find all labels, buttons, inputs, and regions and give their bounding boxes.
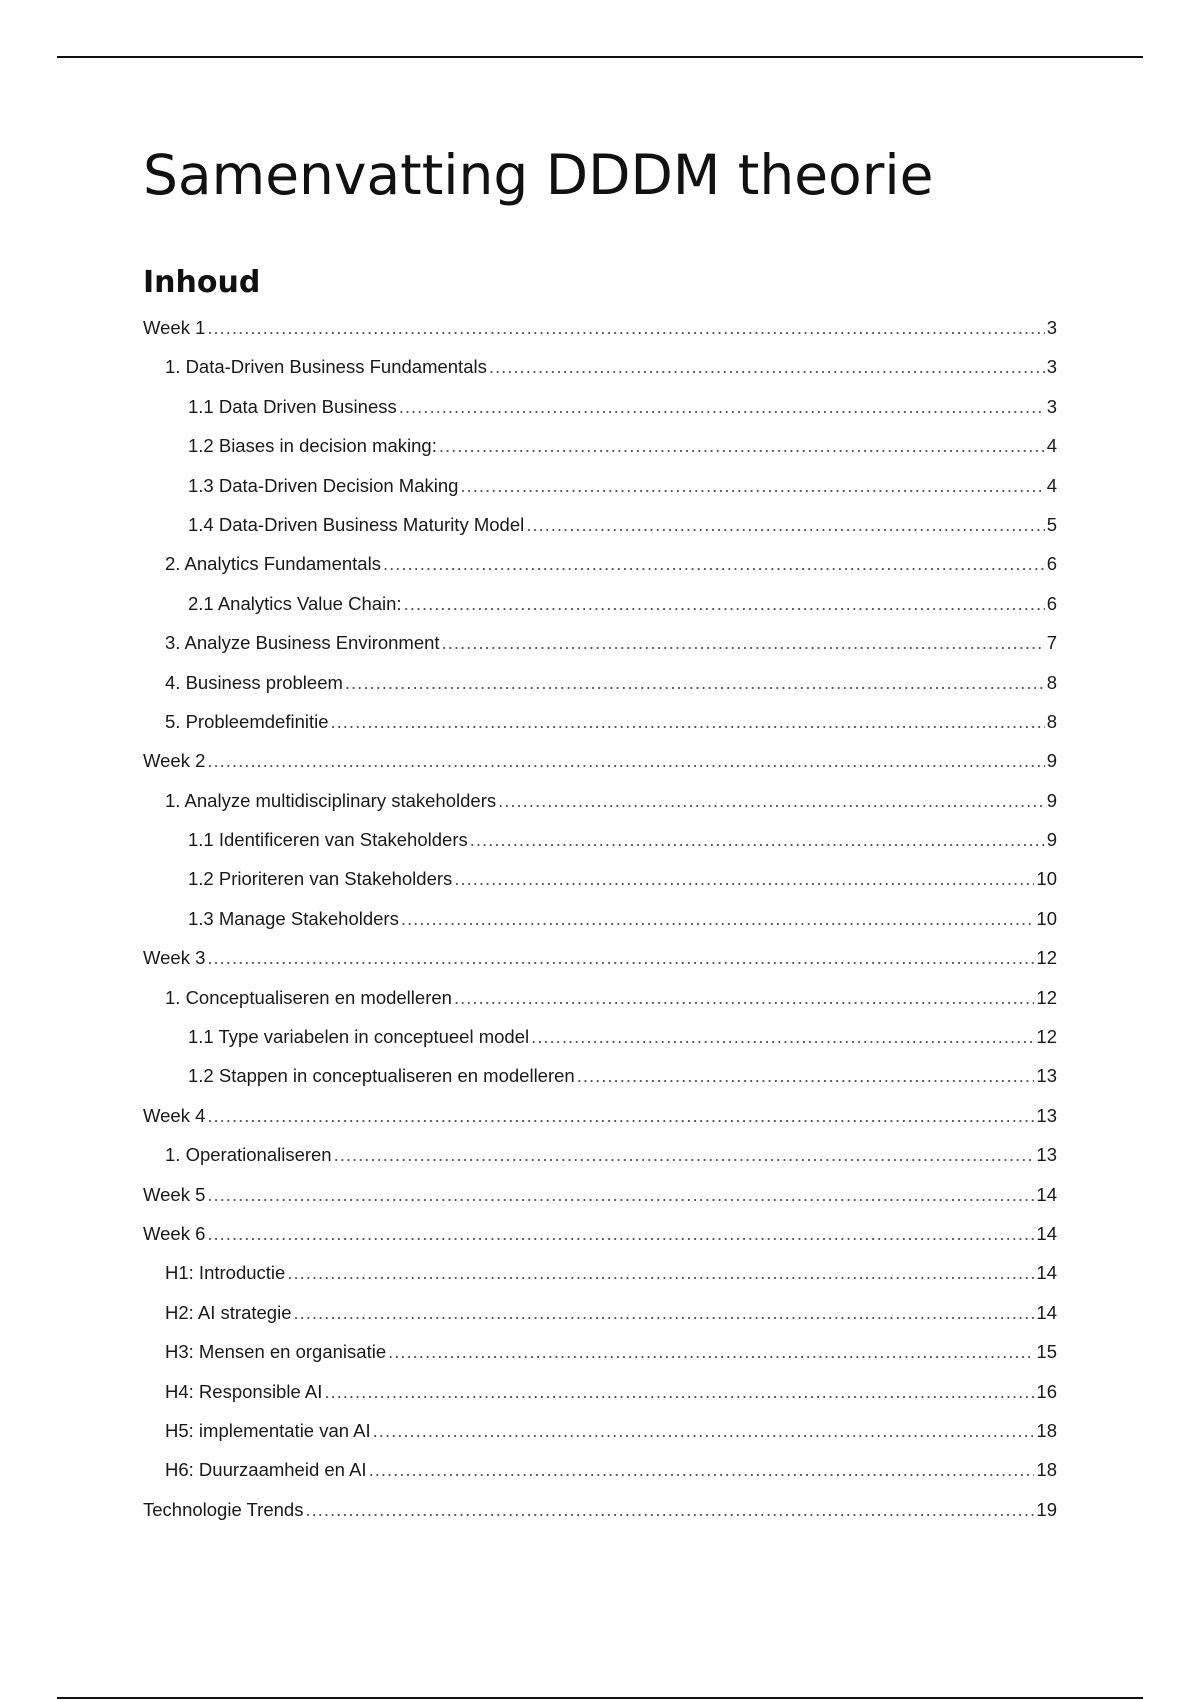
toc-entry-text[interactable]: Technologie Trends <box>143 1498 304 1520</box>
toc-dot-leader <box>470 820 1045 859</box>
toc-entry-page-number[interactable]: 12 <box>1036 986 1057 1008</box>
toc-entry-text[interactable]: 1. Operationaliseren <box>165 1144 332 1166</box>
toc-entry[interactable] <box>143 1253 1057 1292</box>
toc-entry-text[interactable]: 1. Data-Driven Business Fundamentals <box>165 356 487 378</box>
toc-dot-leader <box>207 1096 1034 1135</box>
toc-entry-text[interactable]: 2. Analytics Fundamentals <box>165 553 381 575</box>
toc-entry-page-number[interactable]: 13 <box>1036 1065 1057 1087</box>
toc-entry-text[interactable]: Week 2 <box>143 750 206 772</box>
toc-dot-leader <box>577 1056 1035 1095</box>
toc-entry-text[interactable]: 2.1 Analytics Value Chain: <box>188 592 402 614</box>
toc-entry-page-number[interactable]: 14 <box>1036 1183 1057 1205</box>
toc-entry-text[interactable]: Week 4 <box>143 1104 206 1126</box>
toc-entry[interactable] <box>143 1411 1057 1450</box>
toc-entry-page-number[interactable]: 7 <box>1046 632 1057 654</box>
toc-entry-text[interactable]: 1.1 Identificeren van Stakeholders <box>188 829 468 851</box>
toc-entry[interactable] <box>143 1056 1057 1095</box>
toc-entry-text[interactable]: H1: Introductie <box>165 1262 286 1284</box>
toc-entry[interactable] <box>143 347 1057 386</box>
toc-entry[interactable] <box>143 1135 1057 1174</box>
toc-entry-text[interactable]: 1.1 Type variabelen in conceptueel model <box>188 1026 530 1048</box>
toc-entry[interactable] <box>143 308 1057 347</box>
toc-entry[interactable] <box>143 1332 1057 1371</box>
toc-dot-leader <box>207 1175 1034 1214</box>
toc-dot-leader <box>334 1135 1035 1174</box>
toc-entry-text[interactable]: 4. Business probleem <box>165 671 343 693</box>
toc-entry-page-number[interactable]: 3 <box>1046 317 1057 338</box>
toc-entry[interactable] <box>143 1175 1057 1214</box>
toc-entry-page-number[interactable]: 8 <box>1046 710 1057 732</box>
toc-entry-page-number[interactable]: 12 <box>1036 947 1057 969</box>
toc-entry-page-number[interactable]: 6 <box>1046 592 1057 614</box>
toc-dot-leader <box>305 1490 1034 1529</box>
toc-entry-page-number[interactable]: 15 <box>1036 1341 1057 1363</box>
toc-entry-page-number[interactable]: 18 <box>1036 1459 1057 1481</box>
toc-entry-page-number[interactable]: 5 <box>1046 513 1057 535</box>
toc-entry[interactable] <box>143 1096 1057 1135</box>
toc-entry-page-number[interactable]: 9 <box>1046 829 1057 851</box>
toc-dot-leader <box>345 663 1045 702</box>
toc-entry-text[interactable]: 1.3 Data-Driven Decision Making <box>188 474 459 496</box>
toc-entry-text[interactable]: Week 1 <box>143 317 206 338</box>
toc-entry-text[interactable]: Week 6 <box>143 1222 206 1244</box>
toc-entry-text[interactable]: Week 3 <box>143 947 206 969</box>
toc-entry-page-number[interactable]: 10 <box>1036 868 1057 890</box>
toc-dot-leader <box>373 1411 1035 1450</box>
toc-dot-leader <box>401 899 1035 938</box>
toc-dot-leader <box>383 544 1045 583</box>
toc-dot-leader <box>207 308 1044 347</box>
toc-dot-leader <box>369 1450 1035 1489</box>
toc-entry[interactable] <box>143 859 1057 898</box>
toc-dot-leader <box>454 859 1034 898</box>
toc-dot-leader <box>404 584 1045 623</box>
toc-dot-leader <box>293 1293 1034 1332</box>
toc-entry-page-number[interactable]: 9 <box>1046 789 1057 811</box>
toc-dot-leader <box>454 978 1034 1017</box>
toc-dot-leader <box>439 426 1045 465</box>
toc-entry-page-number[interactable]: 9 <box>1046 750 1057 772</box>
toc-entry-text[interactable]: H3: Mensen en organisatie <box>165 1341 387 1363</box>
toc-dot-leader <box>526 505 1044 544</box>
toc-entry-text[interactable]: 1.3 Manage Stakeholders <box>188 907 399 929</box>
toc-entry[interactable] <box>143 1490 1057 1529</box>
toc-entry[interactable] <box>143 387 1057 426</box>
toc-entry[interactable] <box>143 978 1057 1017</box>
toc-entry[interactable] <box>143 1293 1057 1332</box>
toc-entry-page-number[interactable]: 14 <box>1036 1222 1057 1244</box>
toc-entry[interactable] <box>143 899 1057 938</box>
toc-entry[interactable] <box>143 781 1057 820</box>
toc-dot-leader <box>331 702 1045 741</box>
toc-entry-text[interactable]: H5: implementatie van AI <box>165 1419 371 1441</box>
toc-entry[interactable] <box>143 584 1057 623</box>
toc-entry-text[interactable]: H4: Responsible AI <box>165 1380 323 1402</box>
toc-entry-text[interactable]: 1.2 Stappen in conceptualiseren en modelleren <box>188 1065 575 1087</box>
toc-entry-text[interactable]: H6: Duurzaamheid en AI <box>165 1459 367 1481</box>
toc-entry[interactable] <box>143 466 1057 505</box>
toc-entry[interactable] <box>143 820 1057 859</box>
toc-dot-leader <box>531 1017 1034 1056</box>
toc-entry[interactable] <box>143 1372 1057 1411</box>
toc-entry-page-number[interactable]: 3 <box>1046 356 1057 378</box>
toc-dot-leader <box>207 1214 1034 1253</box>
toc-entry-text[interactable]: 1.4 Data-Driven Business Maturity Model <box>188 513 525 535</box>
toc-entry[interactable] <box>143 623 1057 662</box>
toc-entry-text[interactable]: 1.2 Biases in decision making: <box>188 435 437 457</box>
toc-entry[interactable] <box>143 1214 1057 1253</box>
toc-dot-leader <box>207 938 1034 977</box>
document-title: Samenvatting DDDM theorie <box>143 143 934 207</box>
toc-entry-page-number[interactable]: 10 <box>1036 907 1057 929</box>
toc-entry-text[interactable]: 5. Probleemdefinitie <box>165 710 329 732</box>
toc-dot-leader <box>388 1332 1034 1371</box>
toc-entry[interactable] <box>143 741 1057 780</box>
toc-entry-text[interactable]: 1. Conceptualiseren en modelleren <box>165 986 452 1008</box>
toc-entry-text[interactable]: Week 5 <box>143 1183 206 1205</box>
toc-entry[interactable] <box>143 938 1057 977</box>
toc-dot-leader <box>207 741 1044 780</box>
toc-dot-leader <box>287 1253 1034 1292</box>
toc-entry-page-number[interactable]: 13 <box>1036 1104 1057 1126</box>
toc-entry[interactable] <box>143 702 1057 741</box>
toc-entry[interactable] <box>143 426 1057 465</box>
toc-dot-leader <box>442 623 1045 662</box>
toc-entry[interactable] <box>143 663 1057 702</box>
toc-entry[interactable] <box>143 1450 1057 1489</box>
toc-entry-page-number[interactable]: 3 <box>1046 395 1057 417</box>
toc-dot-leader <box>460 466 1044 505</box>
toc-dot-leader <box>324 1372 1034 1411</box>
toc-entry-page-number[interactable]: 19 <box>1036 1498 1057 1520</box>
toc-entry-page-number[interactable]: 8 <box>1046 671 1057 693</box>
toc-entry[interactable] <box>143 505 1057 544</box>
toc-dot-leader <box>399 387 1045 426</box>
toc-entry-page-number[interactable]: 12 <box>1036 1026 1057 1048</box>
toc-entry-text[interactable]: H2: AI strategie <box>165 1301 292 1323</box>
toc-entry-page-number[interactable]: 16 <box>1036 1380 1057 1402</box>
toc-entry[interactable] <box>143 544 1057 583</box>
toc-entry-page-number[interactable]: 4 <box>1046 474 1057 496</box>
toc-entry-page-number[interactable]: 18 <box>1036 1419 1057 1441</box>
footer-rule <box>57 1697 1143 1699</box>
toc-entry-text[interactable]: 3. Analyze Business Environment <box>165 632 440 654</box>
toc-entry-page-number[interactable]: 13 <box>1036 1144 1057 1166</box>
table-of-contents <box>143 308 1057 1529</box>
toc-dot-leader <box>498 781 1045 820</box>
header-rule <box>57 56 1143 58</box>
toc-dot-leader <box>489 347 1045 386</box>
toc-heading: Inhoud <box>143 265 261 300</box>
toc-entry-page-number[interactable]: 4 <box>1046 435 1057 457</box>
toc-entry-page-number[interactable]: 14 <box>1036 1262 1057 1284</box>
toc-entry[interactable] <box>143 1017 1057 1056</box>
toc-entry-text[interactable]: 1.2 Prioriteren van Stakeholders <box>188 868 453 890</box>
toc-entry-page-number[interactable]: 6 <box>1046 553 1057 575</box>
toc-entry-page-number[interactable]: 14 <box>1036 1301 1057 1323</box>
toc-entry-text[interactable]: 1.1 Data Driven Business <box>188 395 397 417</box>
toc-entry-text[interactable]: 1. Analyze multidisciplinary stakeholders <box>165 789 497 811</box>
